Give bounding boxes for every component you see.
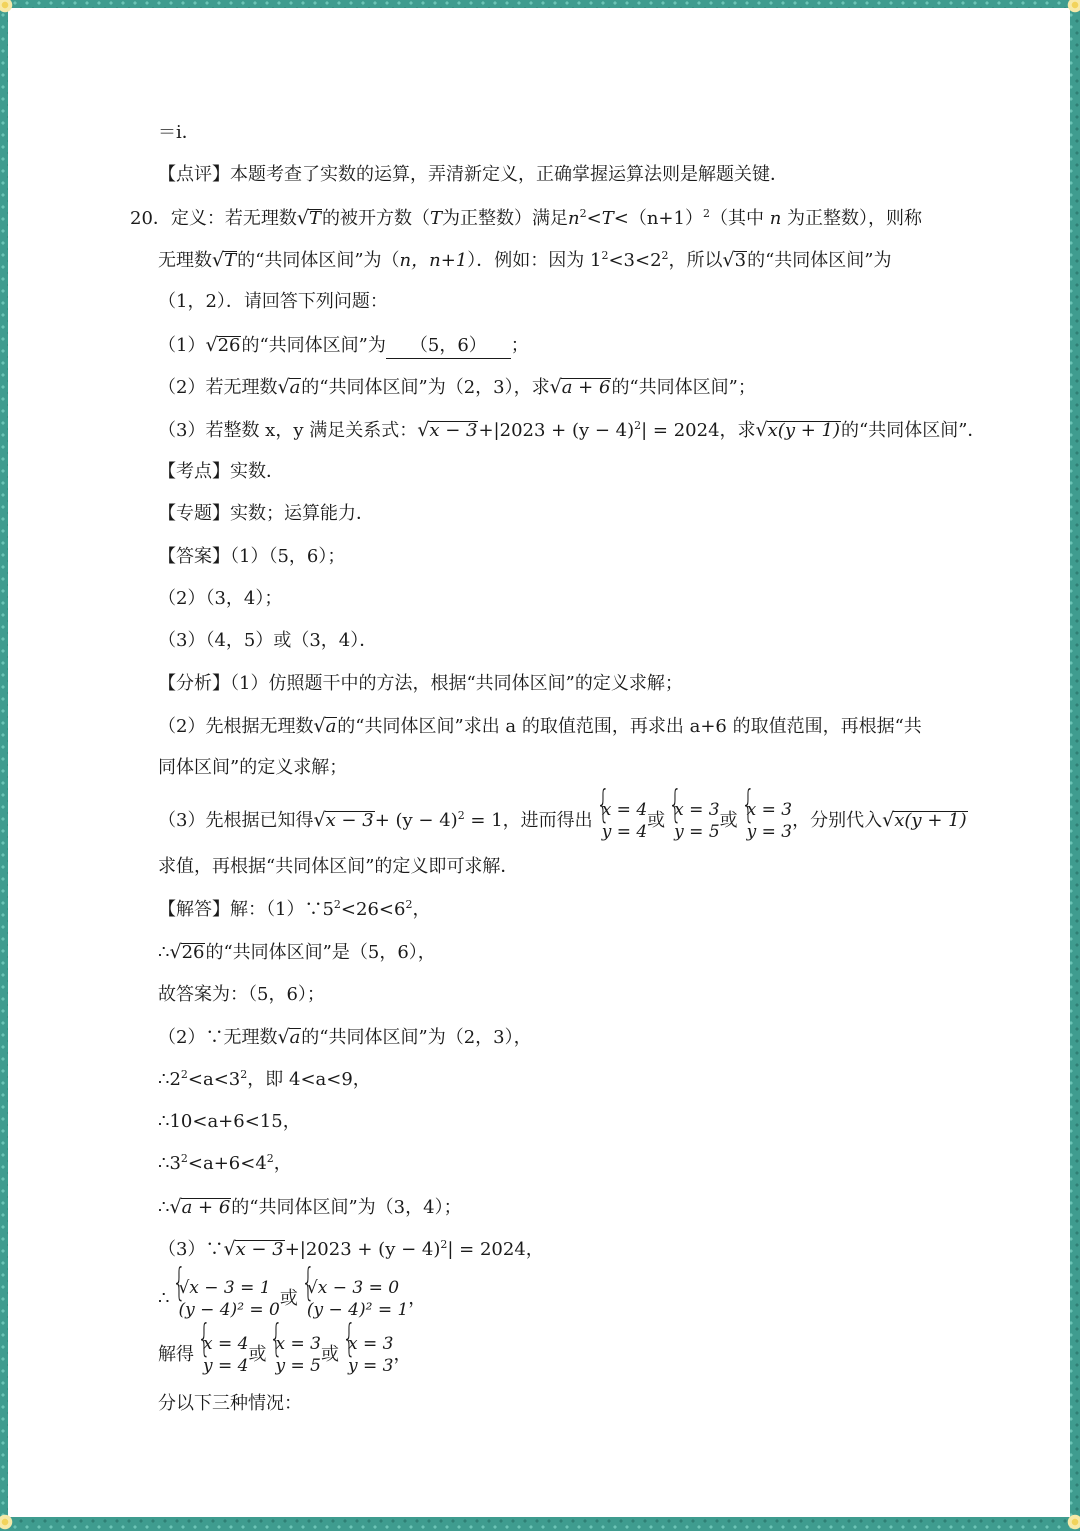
answer-line-2: （2）（3，4）； (158, 587, 282, 611)
answer-line-3: （3）（4，5）或（3，4）． (158, 629, 377, 653)
analysis-line-4: （3）先根据已知得$√x - 3+ (y - 4)^2 = 1$，进而得出 { x = 4 y = 4 或 { x = 3 y = 5 或 { x = 3 y = 3 ，分别代入√x(y + 1) (158, 798, 968, 843)
kaodian-line: 【考点】实数． (158, 460, 284, 484)
equation-system: { x = 3 y = 5 (266, 1333, 320, 1377)
equation-system: { √x − 3 = 1 (y − 4)² = 0 (169, 1277, 279, 1321)
solution-line-1: 【解答】解：$(1)\because 5^2<26<6^2$， (158, 898, 430, 922)
zhuanti-line: 【专题】实数；运算能力． (158, 502, 374, 526)
analysis-line-1: 【分析】（1）仿照题干中的方法，根据“共同体区间”的定义求解； (158, 672, 683, 696)
document-page (8, 8, 1070, 1517)
answer-blank: （5，6） (386, 334, 511, 359)
analysis-line-3: 同体区间”的定义求解； (158, 756, 347, 780)
solution-line-4: （2）∵无理数√a的“共同体区间”为（2，3）， (158, 1025, 532, 1050)
equation-system: { x = 3 y = 3 (738, 799, 792, 843)
equation-system: { x = 4 y = 4 (593, 799, 647, 843)
equation-system: { x = 4 y = 4 (194, 1333, 248, 1377)
comment-line: 【点评】本题考查了实数的运算，弄清新定义，正确掌握运算法则是解题关键． (158, 163, 788, 187)
question-line-3: （1，2）．请回答下列问题： (158, 290, 388, 314)
analysis-line-2: （2）先根据无理数√a的“共同体区间”求出 a 的取值范围，再求出 a+6 的取值范围，再根据“共 (158, 714, 922, 739)
equation-system: { x = 3 y = 5 (665, 799, 719, 843)
solution-line-12: 分以下三种情况： (158, 1392, 302, 1416)
question-20: 20．定义：若无理数√T的被开方数（T为正整数）满足$n^2<T<(n+1)^2$（其中 n 为正整数），则称 (130, 206, 922, 231)
solution-line-2: ∴√26的“共同体区间”是（5，6）， (158, 940, 436, 965)
solution-line-8: ∴√a + 6的“共同体区间”为（3，4）； (158, 1195, 462, 1220)
corner-flower-icon (0, 1513, 14, 1531)
equation-system: { x = 3 y = 3 (339, 1333, 393, 1377)
solution-line-5: $\therefore 2^2<a<3^2$，即 4<a<9， (158, 1068, 371, 1092)
solution-line-9: （3）∵√x − $3+|2023 + (y - 4)^2| = 2024$， (158, 1237, 544, 1262)
answer-line-1: 【答案】（1）（5，6）； (158, 545, 345, 569)
solution-line-10: ∴ { √x − 3 = 1 (y − 4)² = 0 或 { √x − 3 = 0 (y − 4)² = 1 ， (158, 1275, 426, 1323)
equation-system: { √x − 3 = 0 (y − 4)² = 1 (298, 1277, 408, 1321)
solution-line-3: 故答案为：（5，6）； (158, 983, 325, 1007)
question-line-2: 无理数√T的“共同体区间”为（n，n+1）．例如：因为 $1^2<3<2^2$，所以√3的“共同体区间”为 (158, 248, 892, 273)
sub-question-2: （2）若无理数√a的“共同体区间”为（2，3），求√a + 6的“共同体区间”； (158, 375, 756, 400)
sub-question-1: （1）√26的“共同体区间”为 （5，6） ； (158, 333, 529, 359)
corner-flower-icon (1066, 1513, 1080, 1531)
analysis-line-5: 求值，再根据“共同体区间”的定义即可求解． (158, 855, 518, 879)
solution-line-6: ∴10<a+6<15， (158, 1110, 301, 1134)
text-line: ＝i． (158, 121, 200, 145)
solution-line-7: $\therefore 3^2<a+6<4^2$， (158, 1152, 292, 1176)
solution-line-11: 解得 { x = 4 y = 4 或 { x = 3 y = 5 或 { x = 3 y = 3 ， (158, 1331, 411, 1379)
sub-question-3: （3）若整数 x，y 满足关系式：$√x - 3+|2023 + (y - 4)^2| = 2024$，求√x(y + 1)的“共同体区间”． (158, 418, 985, 443)
